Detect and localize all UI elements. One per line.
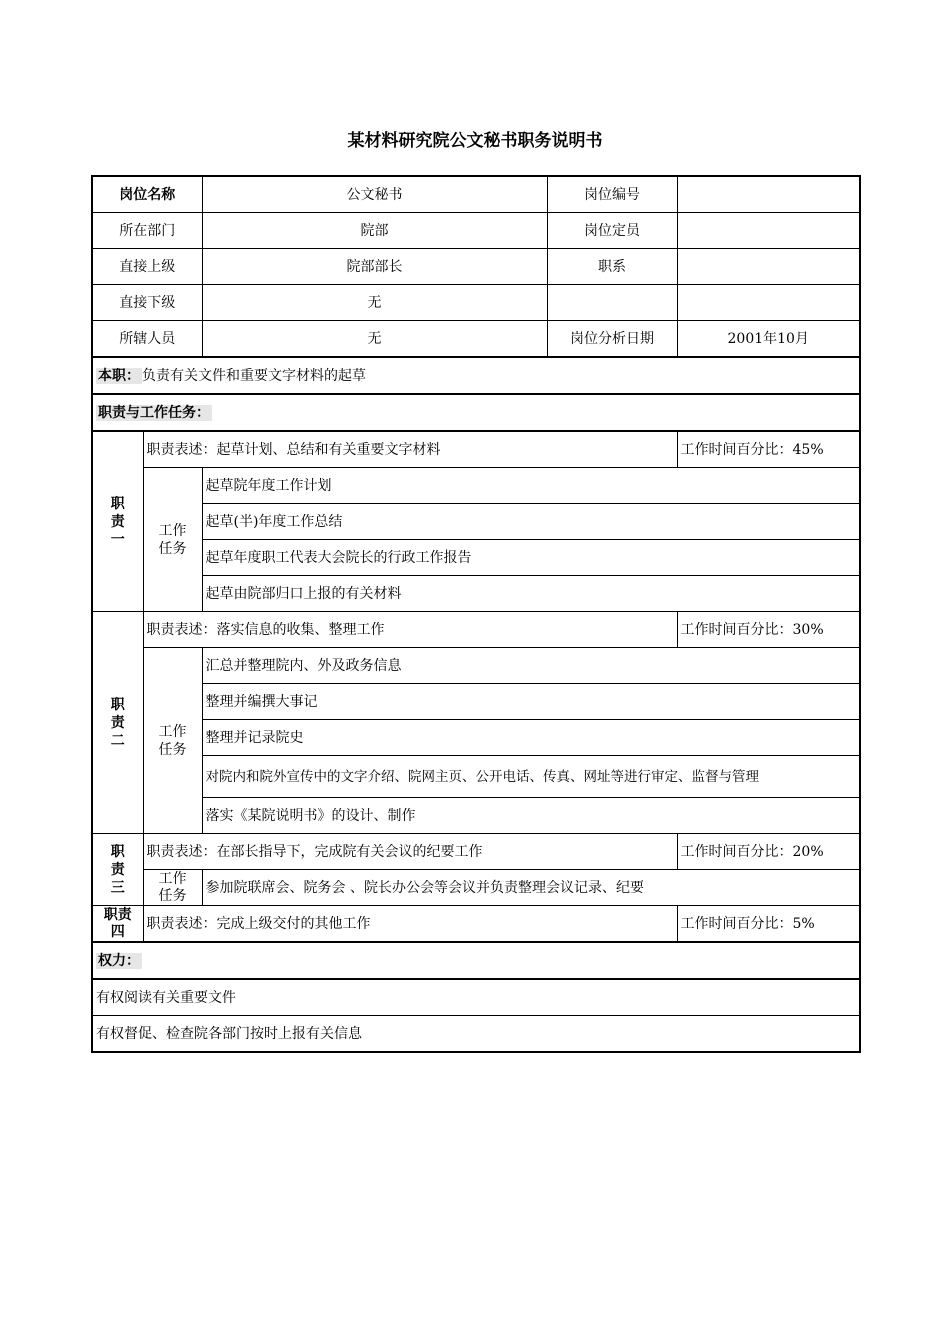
job-description-table bbox=[91, 175, 861, 1053]
value-analysis-date: 2001年10月 bbox=[677, 321, 860, 358]
duty-1-task-label: 工作 任务 bbox=[143, 468, 202, 612]
duty-1-task-1: 起草院年度工作计划 bbox=[202, 468, 860, 504]
duty-4-desc-row bbox=[92, 906, 860, 943]
value-subordinate: 无 bbox=[202, 285, 547, 321]
duty-1-task-row bbox=[92, 468, 860, 504]
info-row-supervisor bbox=[92, 249, 860, 285]
info-row-subordinate bbox=[92, 285, 860, 321]
duty-3-label: 职 责 三 bbox=[92, 834, 143, 906]
authority-item-1: 有权阅读有关重要文件 bbox=[92, 979, 860, 1016]
duty-2-desc-row bbox=[92, 612, 860, 648]
value-department: 院部 bbox=[202, 213, 547, 249]
duty-2-task-4: 对院内和院外宣传中的文字介绍、院网主页、公开电话、传真、网址等进行审定、监督与管理 bbox=[202, 756, 860, 798]
value-position-code bbox=[677, 176, 860, 213]
responsibilities-header bbox=[92, 394, 860, 431]
empty-cell bbox=[677, 285, 860, 321]
duty-summary bbox=[92, 357, 860, 394]
value-job-series bbox=[677, 249, 860, 285]
duty-2-task-row bbox=[92, 798, 860, 834]
responsibilities-label: 职责与工作任务： bbox=[98, 404, 210, 421]
value-supervisor: 院部部长 bbox=[202, 249, 547, 285]
authority-item-2: 有权督促、检查院各部门按时上报有关信息 bbox=[92, 1016, 860, 1053]
duty-2-task-2: 整理并编撰大事记 bbox=[202, 684, 860, 720]
label-position-code: 岗位编号 bbox=[547, 176, 677, 213]
duty-summary-row bbox=[92, 357, 860, 394]
duty-3-pct: 工作时间百分比：20% bbox=[677, 834, 860, 870]
authority-label: 权力： bbox=[98, 952, 140, 969]
duty-4-pct: 工作时间百分比：5% bbox=[677, 906, 860, 943]
duty-3-task-1: 参加院联席会、院务会 、院长办公会等会议并负责整理会议记录、纪要 bbox=[202, 870, 860, 906]
duty-3-desc-row bbox=[92, 834, 860, 870]
authority-header bbox=[92, 942, 860, 979]
duty-4-label: 职责 四 bbox=[92, 906, 143, 943]
duty-3-desc: 职责表述：在部长指导下，完成院有关会议的纪要工作 bbox=[143, 834, 677, 870]
duty-1-task-row bbox=[92, 540, 860, 576]
value-staff: 无 bbox=[202, 321, 547, 358]
duty-3-task-label: 工作 任务 bbox=[143, 870, 202, 906]
duty-2-label: 职 责 二 bbox=[92, 612, 143, 834]
empty-cell bbox=[547, 285, 677, 321]
duty-1-task-4: 起草由院部归口上报的有关材料 bbox=[202, 576, 860, 612]
info-row-staff bbox=[92, 321, 860, 358]
duty-2-task-label: 工作 任务 bbox=[143, 648, 202, 834]
label-position-name: 岗位名称 bbox=[92, 176, 202, 213]
duty-3-task-row bbox=[92, 870, 860, 906]
duty-2-task-1: 汇总并整理院内、外及政务信息 bbox=[202, 648, 860, 684]
label-supervisor: 直接上级 bbox=[92, 249, 202, 285]
value-position-name: 公文秘书 bbox=[202, 176, 547, 213]
duty-summary-label: 本职： bbox=[98, 367, 140, 384]
duty-2-task-row bbox=[92, 756, 860, 798]
label-headcount: 岗位定员 bbox=[547, 213, 677, 249]
duty-1-pct: 工作时间百分比：45% bbox=[677, 431, 860, 468]
label-staff: 所辖人员 bbox=[92, 321, 202, 358]
duty-2-task-3: 整理并记录院史 bbox=[202, 720, 860, 756]
duty-summary-text: 负责有关文件和重要文字材料的起草 bbox=[142, 367, 366, 384]
duty-1-desc: 职责表述：起草计划、总结和有关重要文字材料 bbox=[143, 431, 677, 468]
duty-2-task-row bbox=[92, 684, 860, 720]
info-row-department bbox=[92, 213, 860, 249]
authority-header-row bbox=[92, 942, 860, 979]
label-analysis-date: 岗位分析日期 bbox=[547, 321, 677, 358]
duty-2-task-row bbox=[92, 720, 860, 756]
label-job-series: 职系 bbox=[547, 249, 677, 285]
duty-2-task-5: 落实《某院说明书》的设计、制作 bbox=[202, 798, 860, 834]
duty-1-task-3: 起草年度职工代表大会院长的行政工作报告 bbox=[202, 540, 860, 576]
duty-1-label: 职 责 一 bbox=[92, 431, 143, 612]
duty-1-desc-row bbox=[92, 431, 860, 468]
duty-1-task-row bbox=[92, 576, 860, 612]
duty-2-task-row bbox=[92, 648, 860, 684]
duty-1-task-2: 起草(半)年度工作总结 bbox=[202, 504, 860, 540]
page-title: 某材料研究院公文秘书职务说明书 bbox=[347, 131, 603, 151]
duty-1-task-row bbox=[92, 504, 860, 540]
value-headcount bbox=[677, 213, 860, 249]
duty-2-desc: 职责表述：落实信息的收集、整理工作 bbox=[143, 612, 677, 648]
duty-4-desc: 职责表述：完成上级交付的其他工作 bbox=[143, 906, 677, 943]
authority-row bbox=[92, 1016, 860, 1053]
duty-2-pct: 工作时间百分比：30% bbox=[677, 612, 860, 648]
info-row-position bbox=[92, 176, 860, 213]
label-department: 所在部门 bbox=[92, 213, 202, 249]
label-subordinate: 直接下级 bbox=[92, 285, 202, 321]
authority-row bbox=[92, 979, 860, 1016]
responsibilities-header-row bbox=[92, 394, 860, 431]
